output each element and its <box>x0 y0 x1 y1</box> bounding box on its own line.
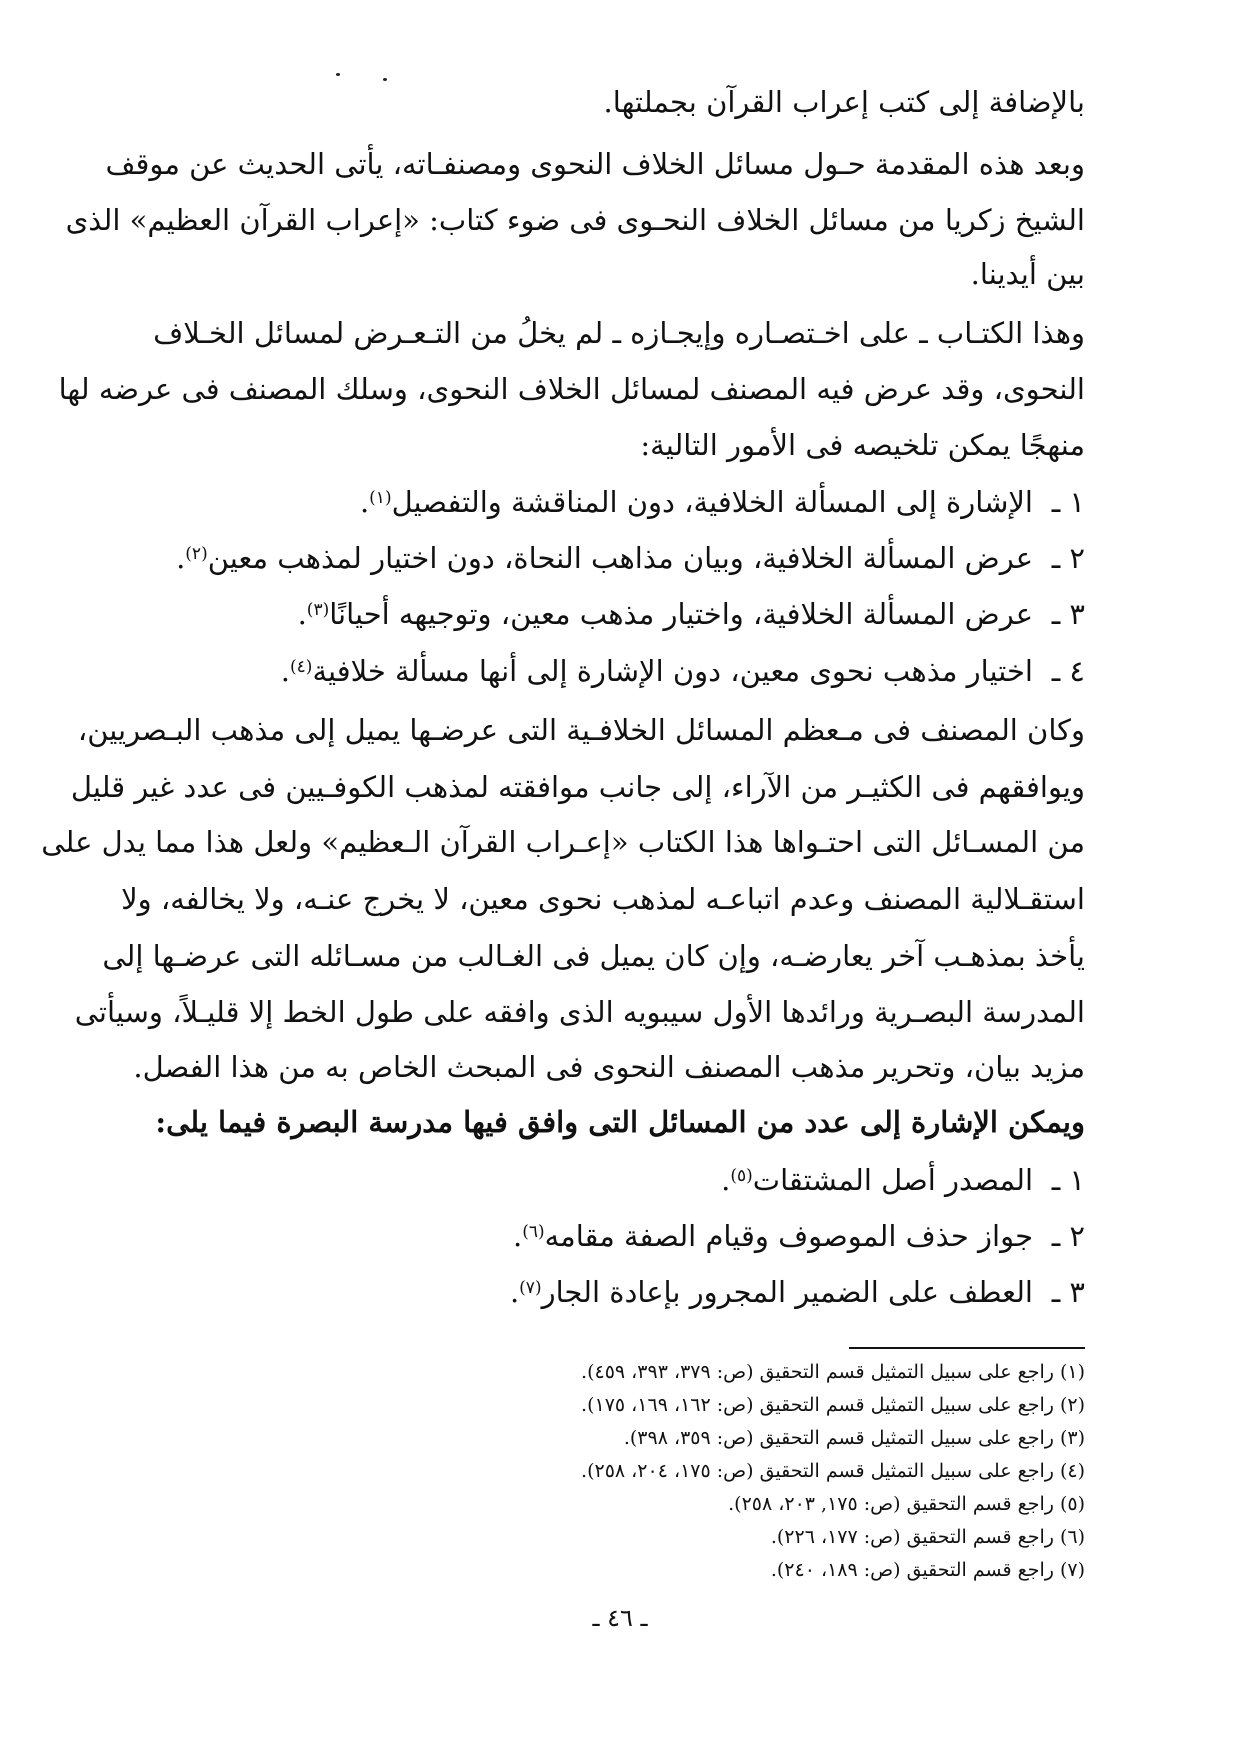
footnote: (٥) راجع قسم التحقيق (ص: ١٧٥, ٢٠٣، ٢٥٨). <box>728 1493 1085 1515</box>
footnote: (٦) راجع قسم التحقيق (ص: ١٧٧، ٢٢٦). <box>770 1526 1085 1548</box>
body-line: وبعد هذه المقدمة حـول مسائل الخلاف النحوى ومصنفـاته، يأتى الحديث عن موقف <box>105 147 1085 181</box>
item-text: عرض المسألة الخلافية، واختيار مذهب معين، وتوجيهه أحيانًا <box>329 597 1033 631</box>
item-text: عرض المسألة الخلافية، وبيان مذاهب النحاة، دون اختيار لمذهب معين <box>207 541 1033 575</box>
item-number: ٣ ـ <box>1051 1275 1085 1309</box>
footnote-ref: (٤) <box>290 657 313 677</box>
item-text: الإشارة إلى المسألة الخلافية، دون المناقشة والتفصيل <box>391 485 1033 519</box>
footnote: (١) راجع على سبيل التمثيل قسم التحقيق (ص: ٣٧٩، ٣٩٣، ٤٥٩). <box>581 1361 1085 1383</box>
item-text: العطف على الضمير المجرور بإعادة الجار <box>541 1275 1033 1309</box>
body-line: الشيخ زكريا من مسائل الخلاف النحـوى فى ضوء كتاب: «إعراب القرآن العظيم» الذى <box>65 203 1085 237</box>
item-end: . <box>297 597 307 631</box>
item-number: ٢ ـ <box>1051 1219 1085 1253</box>
footnote: (٤) راجع على سبيل التمثيل قسم التحقيق (ص: ١٧٥، ٢٠٤، ٢٥٨). <box>581 1460 1085 1482</box>
body-line: منهجًا يمكن تلخيصه فى الأمور التالية: <box>640 428 1085 462</box>
item-number: ٣ ـ <box>1051 597 1085 631</box>
footnote-ref: (١) <box>369 488 392 508</box>
item-text: جواز حذف الموصوف وقيام الصفة مقامه <box>544 1219 1033 1253</box>
item-end: . <box>721 1163 731 1197</box>
body-line: النحوى، وقد عرض فيه المصنف لمسائل الخلاف النحوى، وسلك المصنف فى عرضه لها <box>58 372 1085 406</box>
item-number: ٤ ـ <box>1051 654 1085 688</box>
method-item <box>155 482 1085 522</box>
footnote-ref: (٥) <box>730 1166 753 1186</box>
body-line: مزيد بيان، وتحرير مذهب المصنف النحوى فى المبحث الخاص به من هذا الفصل. <box>133 1050 1085 1084</box>
method-item <box>155 538 1085 578</box>
body-line: من المسـائل التى احتـواها هذا الكتاب «إعـراب القرآن الـعظيم» ولعل هذا مما يدل على <box>41 825 1085 859</box>
item-number: ٢ ـ <box>1051 541 1085 575</box>
footnote-separator <box>849 1347 1085 1349</box>
item-text: اختيار مذهب نحوى معين، دون الإشارة إلى أنها مسألة خلافية <box>312 654 1033 688</box>
page-number: ـ ٤٦ ـ <box>592 1604 648 1632</box>
scan-speck <box>383 78 387 81</box>
body-line: وكان المصنف فى مـعظم المسائل الخلافـية التى عرضـها يميل إلى مذهب البـصريين، <box>77 713 1085 747</box>
scan-speck <box>336 73 340 76</box>
item-end: . <box>512 1219 523 1253</box>
body-line: بين أيدينا. <box>970 257 1085 291</box>
body-line: وهذا الكتـاب ـ على اخـتصـاره وإيجـازه ـ لم يخلُ من التـعـرض لمسائل الخـلاف <box>153 316 1085 350</box>
body-line: ويوافقهم فى الكثيـر من الآراء، إلى جانب موافقته لمذهب الكوفـيين فى عدد غير قليل <box>70 770 1085 804</box>
basra-item <box>155 1216 1085 1256</box>
footnote: (٧) راجع قسم التحقيق (ص: ١٨٩، ٢٤٠). <box>770 1559 1085 1581</box>
body-line: يأخذ بمذهـب آخر يعارضـه، وإن كان يميل فى الغـالب من مسـائله التى عرضـها إلى <box>102 939 1085 973</box>
method-item <box>155 651 1085 691</box>
basra-item <box>155 1272 1085 1312</box>
item-end: . <box>176 541 186 575</box>
item-end: . <box>359 485 370 519</box>
section-heading: ويمكن الإشارة إلى عدد من المسائل التى وافق فيها مدرسة البصرة فيما يلى: <box>155 1105 1085 1139</box>
item-text: المصدر أصل المشتقات <box>752 1163 1033 1197</box>
item-number: ١ ـ <box>1051 485 1085 519</box>
item-end: . <box>280 654 291 688</box>
footnote-ref: (٣) <box>306 600 330 620</box>
footnote: (٢) راجع على سبيل التمثيل قسم التحقيق (ص: ١٦٢، ١٦٩، ١٧٥). <box>581 1394 1085 1416</box>
body-line: بالإضافة إلى كتب إعراب القرآن بجملتها. <box>603 85 1085 119</box>
footnote: (٣) راجع على سبيل التمثيل قسم التحقيق (ص: ٣٥٩، ٣٩٨). <box>623 1427 1085 1449</box>
item-number: ١ ـ <box>1051 1163 1085 1197</box>
basra-item <box>155 1160 1085 1200</box>
item-end: . <box>509 1275 520 1309</box>
body-line: استقـلالية المصنف وعدم اتباعـه لمذهب نحوى معين، لا يخرج عنـه، ولا يخالفه، ولا <box>121 882 1085 916</box>
footnote-ref: (٧) <box>519 1278 542 1298</box>
method-item <box>155 594 1085 634</box>
footnote-ref: (٢) <box>185 544 208 564</box>
body-line: المدرسة البصـرية ورائدها الأول سيبويه الذى وافقه على طول الخط إلا قليـلاً، وسيأتى <box>74 995 1085 1029</box>
footnote-ref: (٦) <box>522 1222 545 1242</box>
